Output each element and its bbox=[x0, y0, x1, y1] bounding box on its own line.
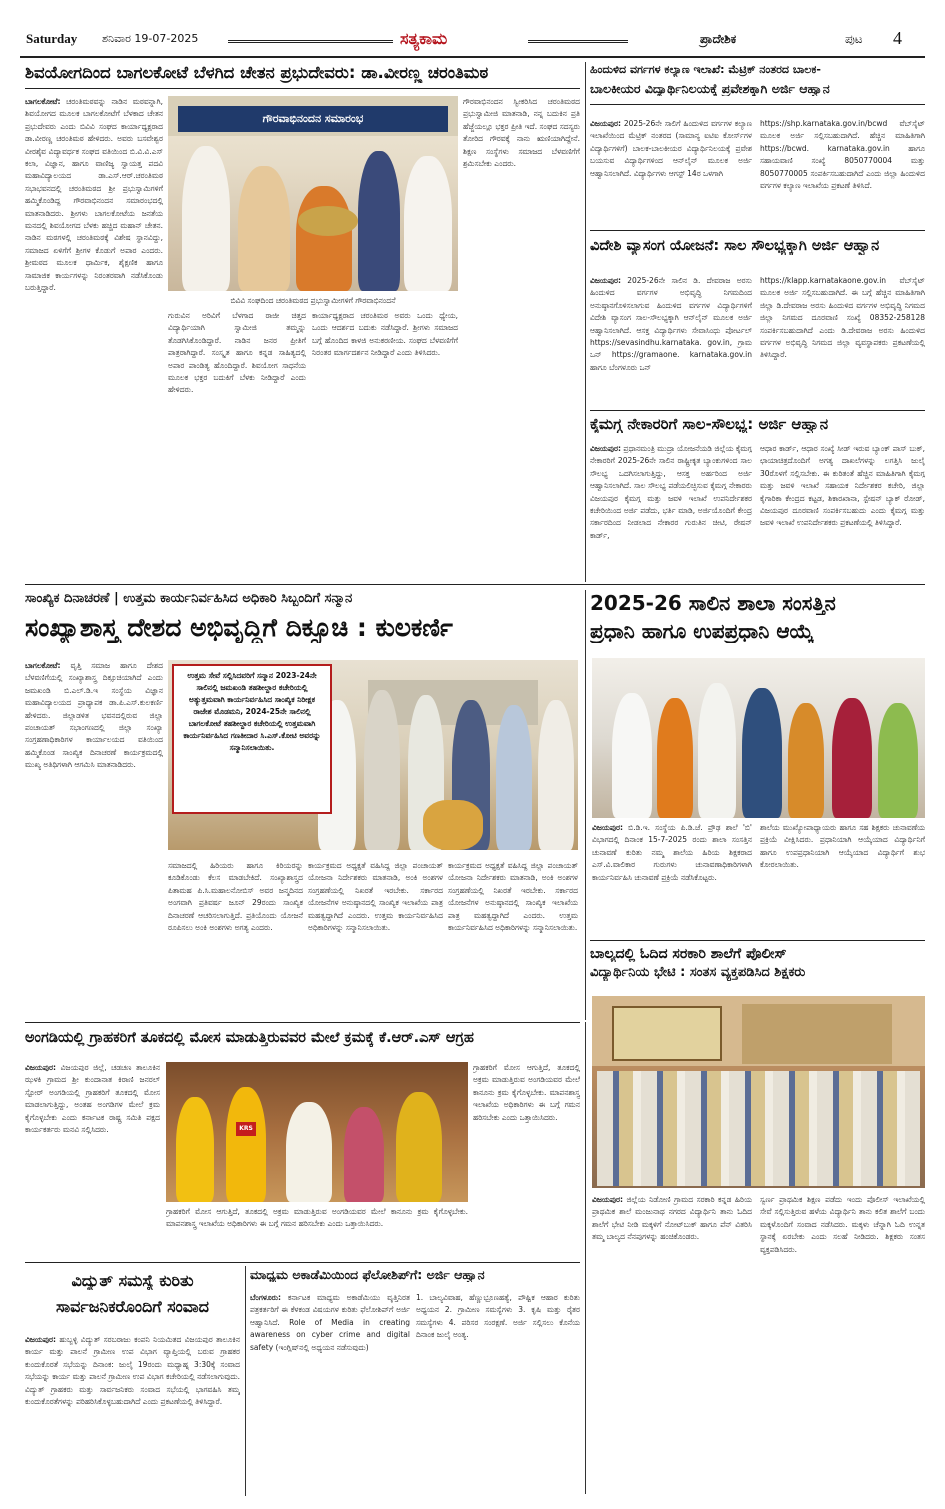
person-figure bbox=[404, 156, 452, 291]
story8-col1 bbox=[25, 1062, 160, 1252]
masthead-rule-right bbox=[528, 40, 628, 43]
story6-dateline: ವಿಜಯಪುರ: bbox=[592, 823, 623, 832]
person-figure bbox=[396, 1092, 442, 1202]
story8-photo bbox=[166, 1062, 468, 1202]
story5-col1 bbox=[25, 660, 163, 1015]
story8-dateline: ವಿಜಯಪುರ: bbox=[25, 1063, 56, 1072]
story6-headline-line2: ಪ್ರಧಾನಿ ಹಾಗೂ ಉಪಪ್ರಧಾನಿ ಆಯ್ಕೆ bbox=[590, 620, 814, 643]
person-figure bbox=[364, 690, 400, 850]
story1-col1-text: ಚರಂತಿಮಠವನ್ನು ನಾಡಿನ ಮಠವನ್ನಾಗಿ, ಶಿವಯೋಗದ ಮೂಲಕ ಬಾಗಲಕೋಟೆಗೆ ಬೆಳಕಾದ ಚೇತನ ಪ್ರಭುದೇವರು ಎಂದು ಬಿವಿವಿ ಸಂಘದ ಕಾರ್ಯಾಧ್ಯಕ್ಷರಾದ ಡಾ.ವೀರಣ್ಣ ಚರಂತಿಮಠ ಹೇಳಿದರು. ಅವರು ಬಸವೇಶ್ವರ ವೀರಶೈವ ವಿದ್ಯಾವರ್ಧಕ ಸಂಘದ ವತಿಯಿಂದ ಬಿ.ವಿ.ವಿ.ಎಸ್ ಕಲಾ, ವಿಜ್ಞಾನ, ಹಾಗೂ ವಾಣಿಜ್ಯ ಸ್ವಾಯತ್ತ ಪದವಿ ಮಹಾವಿದ್ಯಾಲಯದ ಡಾ.ಎಸ್.ಆರ್.ಚರಂತಿಮಠ ಸಭಾಭವನದಲ್ಲಿ ಚರಂತಿಮಠದ ಶ್ರೀ ಪ್ರಭುಸ್ವಾಮಿಗಳಿಗೆ ಹಮ್ಮಿಕೊಂಡಿದ್ದ ಗೌರವಾಭಿನಂದನ ಸಮಾರಂಭದಲ್ಲಿ ಮಾತನಾಡಿದರು. ಶ್ರೀಗಳು ಬಾಗಲಕೋಟೆಯ ಜನತೆಯ ಮನದಲ್ಲಿ ಶಿವಯೋಗದ ಬೆಳಕು ಹಚ್ಚಿದ ಮಹಾನ್ ಚೇತನ. ನಾಡಿನ ಮಠಗಳಲ್ಲಿ ಚರಂತಿಮಠಕ್ಕೆ ವಿಶೇಷ ಸ್ಥಾನವಿದ್ದು, ಸಮಾಜದ ಏಳಿಗೆಗೆ ಶ್ರೀಗಳ ಕೊಡುಗೆ ಅಪಾರ ಎಂದರು. ಶ್ರೀಮಠದ ಮೂಲಕ ಧಾರ್ಮಿಕ, ಶೈಕ್ಷಣಿಕ ಹಾಗೂ ಸಾಮಾಜಿಕ ಕಾರ್ಯಗಳನ್ನು ನಿರಂತರವಾಗಿ ನಡೆಸಿಕೊಂಡು ಬರುತ್ತಿದ್ದಾರೆ. bbox=[25, 97, 163, 293]
story1-col2: ಗುರುವಿನ ಅರಿವಿಗೆ ಬೆಳಗಾದ ರಾಜೀ ಚಿತ್ತದ ವಿದ್ಯಾರ್ಥಿಯಾಗಿ ಸ್ವಾಮೀಜಿ ತಮ್ಮನ್ನು ತೊಡಗಿಸಿಕೊಂಡಿದ್ದಾರೆ. ನಾಡಿನ ಜನರ ಪ್ರೀತಿಗೆ ಪಾತ್ರರಾಗಿದ್ದಾರೆ. ಸಂಸ್ಕೃತ ಹಾಗೂ ಕನ್ನಡ ಸಾಹಿತ್ಯದಲ್ಲಿ ಅಪಾರ ಪಾಂಡಿತ್ಯ ಹೊಂದಿದ್ದಾರೆ. ಶಿವಯೋಗ ಸಾಧನೆಯ ಮೂಲಕ ಭಕ್ತರ ಬದುಕಿಗೆ ಬೆಳಕು ನೀಡಿದ್ದಾರೆ ಎಂದು ಹೇಳಿದರು. bbox=[168, 311, 306, 395]
story10-col2: 1. ಬಾಲ್ಯವಿವಾಹ, ಹೆಣ್ಣುಭ್ರೂಣಹತ್ಯೆ, ಪೌಷ್ಟಿಕ ಆಹಾರ ಕುರಿತು ಅಧ್ಯಯನ 2. ಗ್ರಾಮೀಣ ಸಮಸ್ಯೆಗಳು 3. ಕೃಷಿ ಮತ್ತು ರೈತರ ಸಮಸ್ಯೆಗಳು 4. ಪರಿಸರ ಸಂರಕ್ಷಣೆ. ಅರ್ಜಿ ಸಲ್ಲಿಸಲು ಕೊನೆಯ ದಿನಾಂಕ ಜುಲೈ ಅಂತ್ಯ. bbox=[416, 1293, 580, 1340]
story4-text: ಪ್ರಧಾನಮಂತ್ರಿ ಮುದ್ರಾ ಯೋಜನೆಯಡಿ ಜಿಲ್ಲೆಯ ಕೈಮಗ್ಗ ನೇಕಾರರಿಗೆ 2025-26ನೇ ಸಾಲಿನ ರಾಷ್ಟ್ರೀಕೃತ ಬ್ಯಾಂಕುಗಳಿಂದ ಸಾಲ ಸೌಲಭ್ಯ ಒದಗಿಸಲಾಗುತ್ತಿದ್ದು, ಆಸಕ್ತ ಅರ್ಹರಿಂದ ಅರ್ಜಿ ಆಹ್ವಾನಿಸಲಾಗಿದೆ. ಸಾಲ ಸೌಲಭ್ಯ ಪಡೆಯಲಿಚ್ಛಿಸುವ ಕೈಮಗ್ಗ ನೇಕಾರರು ವಿಜಯಪುರ ಕೈಮಗ್ಗ ಮತ್ತು ಜವಳಿ ಇಲಾಖೆ ಉಪನಿರ್ದೇಶಕರ ಕಚೇರಿಯಿಂದ ಅರ್ಜಿ ಪಡೆದು, ಭರ್ತಿ ಮಾಡಿ, ಅರ್ಜಿಯೊಂದಿಗೆ ಕೇಂದ್ರ ಸರ್ಕಾರದಿಂದ ನೀಡಲಾದ ನೇಕಾರರ ಗುರುತಿನ ಚೀಟಿ, ರೇಷನ್ ಕಾರ್ಡ್, bbox=[590, 444, 752, 540]
story2-headline-line1: ಹಿಂದುಳಿದ ವರ್ಗಗಳ ಕಲ್ಯಾಣ ಇಲಾಖೆ: ಮೆಟ್ರಿಕ್ ನಂತರದ ಬಾಲಕ- bbox=[590, 64, 821, 76]
person-figure bbox=[657, 698, 693, 818]
story9-dateline: ವಿಜಯಪುರ: bbox=[25, 1335, 56, 1344]
masthead bbox=[20, 26, 925, 56]
krs-badge: KRS bbox=[236, 1122, 256, 1136]
wall-chart bbox=[612, 1006, 722, 1061]
story4-dateline: ವಿಜಯಪುರ: bbox=[590, 444, 621, 453]
story8-headline: ಅಂಗಡಿಯಲ್ಲಿ ಗ್ರಾಹಕರಿಗೆ ತೂಕದಲ್ಲಿ ಮೋಸ ಮಾಡುತ್ತಿರುವವರ ಮೇಲೆ ಕ್ರಮಕ್ಕೆ ಕೆ.ಆರ್.ಎಸ್ ಆಗ್ರಹ bbox=[25, 1030, 474, 1046]
story7-text: ಜಿಲ್ಲೆಯ ನಿಡೋಣಿ ಗ್ರಾಮದ ಸರಕಾರಿ ಕನ್ನಡ ಹಿರಿಯ ಪ್ರಾಥಮಿಕ ಶಾಲೆ ಮಂಜುನಾಥ ನಗರದ ವಿದ್ಯಾರ್ಥಿನಿ ತಾನು ಓದಿದ ಶಾಲೆಗೆ ಭೇಟಿ ನೀಡಿ ಮಕ್ಕಳಿಗೆ ನೋಟ್‌ಬುಕ್ ಹಾಗೂ ಪೆನ್ ವಿತರಿಸಿ ತಮ್ಮ ಬಾಲ್ಯದ ನೆನಪುಗಳನ್ನು ಹಂಚಿಕೊಂಡರು. bbox=[592, 1195, 752, 1242]
person-figure bbox=[182, 146, 230, 291]
story7-headline-line2: ವಿದ್ಯಾರ್ಥಿನಿಯ ಭೇಟಿ : ಸಂತಸ ವ್ಯಕ್ತಪಡಿಸಿದ ಶಿಕ್ಷಕರು bbox=[590, 966, 806, 980]
story1-col4: ಗೌರವಾಭಿನಂದನ ಸ್ವೀಕರಿಸಿದ ಚರಂತಿಮಠದ ಪ್ರಭುಸ್ವಾಮೀಜಿ ಮಾತನಾಡಿ, ನನ್ನ ಬದುಕಿನ ಪ್ರತಿ ಹೆಜ್ಜೆಯಲ್ಲೂ ಭಕ್ತರ ಪ್ರೀತಿ ಇದೆ. ಸಂಘದ ಸದಸ್ಯರು ತೋರಿದ ಗೌರವಕ್ಕೆ ನಾನು ಋಣಿಯಾಗಿದ್ದೇನೆ. ಶಿಕ್ಷಣ ಸಂಸ್ಥೆಗಳು ಸಮಾಜದ ಬೆಳವಣಿಗೆಗೆ ಶ್ರಮಿಸಬೇಕು ಎಂದರು. bbox=[463, 97, 580, 169]
story5-col2: ಸಮಾಜದಲ್ಲಿ ಹಿರಿಯರು ಹಾಗೂ ಕಿರಿಯರನ್ನು ಕೂಡಿಕೊಂಡು ಕೆಲಸ ಮಾಡಬೇಕಿದೆ. ಸಂಖ್ಯಾಶಾಸ್ತ್ರದ ಪಿತಾಮಹ ಪಿ.ಸಿ.ಮಹಾಲನೋಬಿಸ್ ಅವರ ಜನ್ಮದಿನದ ಅಂಗವಾಗಿ ಪ್ರತಿವರ್ಷ ಜೂನ್ 29ರಂದು ಸಾಂಖ್ಯಿಕ ದಿನಾಚರಣೆ ಆಚರಿಸಲಾಗುತ್ತಿದೆ. ಪ್ರತಿಯೊಂದು ಯೋಜನೆ ರೂಪಿಸಲು ಅಂಕಿ ಅಂಶಗಳು ಅಗತ್ಯ ಎಂದರು. bbox=[168, 861, 303, 933]
person-figure bbox=[742, 688, 782, 818]
masthead-bottom-rule bbox=[20, 56, 925, 58]
story1-rule bbox=[25, 88, 580, 89]
column-divider bbox=[585, 62, 586, 582]
story7-col1 bbox=[592, 1194, 752, 1494]
person-figure bbox=[878, 703, 918, 818]
story3-col2: https://klapp.karnatakaone.gov.in ವೆಬ್‌ಸೈಟ್ ಮೂಲಕ ಅರ್ಜಿ ಸಲ್ಲಿಸಬಹುದಾಗಿದೆ. ಈ ಬಗ್ಗೆ ಹೆಚ್ಚಿನ ಮಾಹಿತಿಗಾಗಿ ಜಿಲ್ಲಾ ಡಿ.ದೇವರಾಜ ಅರಸು ಹಿಂದುಳಿದ ವರ್ಗಗಳ ಅಭಿವೃದ್ಧಿ ನಿಗಮದ ಜಿಲ್ಲಾ ನಿಗಮದ ದೂರವಾಣಿ ಸಂಖ್ಯೆ 08352-258128 ಸಂಪರ್ಕಿಸಬಹುದಾಗಿದೆ ಎಂದು ಡಿ.ದೇವರಾಜ ಅರಸು ಹಿಂದುಳಿದ ವರ್ಗಗಳ ಅಭಿವೃದ್ಧಿ ನಿಗಮದ ಜಿಲ್ಲಾ ವ್ಯವಸ್ಥಾಪಕರು ಪ್ರಕಟಣೆಯಲ್ಲಿ ತಿಳಿಸಿದ್ದಾರೆ. bbox=[760, 276, 925, 360]
masthead-page-number: 4 bbox=[893, 28, 902, 48]
story5-col1-text: ವೃತ್ತಿ ಸಮಾಜ ಹಾಗೂ ದೇಶದ ಬೆಳವಣಿಗೆಯಲ್ಲಿ ಸಂಖ್ಯಾಶಾಸ್ತ್ರ ದಿಕ್ಸೂಚಿಯಾಗಿದೆ ಎಂದು ಜಮಖಂಡಿ ಬಿ.ಎಲ್.ಡಿ.ಇ ಸಂಸ್ಥೆಯ ವಿಜ್ಞಾನ ಮಹಾವಿದ್ಯಾಲಯದ ಪ್ರಾಧ್ಯಾಪಕ ಡಾ.ಪಿ.ಎಸ್.ಕುಲಕರ್ಣಿ ಹೇಳಿದರು. ಜಿಲ್ಲಾಡಳಿತ ಭವನದಲ್ಲಿರುವ ಜಿಲ್ಲಾ ಪಂಚಾಯತ್ ಸಭಾಂಗಣದಲ್ಲಿ ಜಿಲ್ಲಾ ಸಂಖ್ಯಾ ಸಂಗ್ರಹಣಾಧಿಕಾರಿಗಳ ಕಾರ್ಯಾಲಯದ ವತಿಯಿಂದ ಹಮ್ಮಿಕೊಂಡ ಸಾಂಖ್ಯಿಕ ದಿನಾಚರಣೆ ಕಾರ್ಯಕ್ರಮದಲ್ಲಿ ಮುಖ್ಯ ಅತಿಥಿಗಳಾಗಿ ಆಗಮಿಸಿ ಮಾತನಾಡಿದರು. bbox=[25, 661, 163, 770]
masthead-brand: ಸತ್ಯಕಾಮ bbox=[400, 29, 448, 48]
section-rule bbox=[590, 230, 925, 231]
person-figure bbox=[238, 166, 290, 291]
section-rule bbox=[590, 410, 925, 411]
garland-shape bbox=[423, 800, 483, 850]
story2-rule bbox=[590, 104, 925, 105]
section-rule bbox=[25, 1262, 580, 1263]
story9-headline-line2: ಸಾರ್ವಜನಿಕರೊಂದಿಗೆ ಸಂವಾದ bbox=[56, 1298, 209, 1316]
story1-photo bbox=[168, 96, 458, 291]
story7-headline-line1: ಬಾಲ್ಯದಲ್ಲಿ ಓದಿದ ಸರಕಾರಿ ಶಾಲೆಗೆ ಪೊಲೀಸ್ bbox=[590, 946, 787, 962]
story5-dateline: ಬಾಗಲಕೋಟೆ: bbox=[25, 661, 61, 670]
story10-headline: ಮಾಧ್ಯಮ ಅಕಾಡೆಮಿಯಿಂದ ಫೆಲೋಶಿಪ್‌ಗೆ: ಅರ್ಜಿ ಆಹ್ವಾನ bbox=[250, 1268, 485, 1282]
story5-callout: ಉತ್ತಮ ಸೇವೆ ಸಲ್ಲಿಸಿದವರಿಗೆ ಸನ್ಮಾನ 2023-24ನೇ ಸಾಲಿನಲ್ಲಿ ಜಮಖಂಡಿ ತಹಶೀಲ್ದಾರ ಕಚೇರಿಯಲ್ಲಿ ಅತ್ಯುತ್ತಮವಾಗಿ ಕಾರ್ಯನಿರ್ವಹಿಸಿದ ಸಾಂಖ್ಯಿಕ ನಿರೀಕ್ಷಕ ರಾಜೇಶ ಮೊಡಮನಿ, 2024-25ನೇ ಸಾಲಿನಲ್ಲಿ ಬಾಗಲಕೋಟೆ ತಹಶೀಲ್ದಾರ ಕಚೇರಿಯಲ್ಲಿ ಉತ್ತಮವಾಗಿ ಕಾರ್ಯನಿರ್ವಹಿಸಿದ ಗಣತೀದಾರ ಸಿ.ಎಸ್.ಕೋಟಿ ಅವರನ್ನು ಸನ್ಮಾನಿಸಲಾಯಿತು. bbox=[172, 664, 332, 814]
masthead-rule-left bbox=[228, 40, 393, 43]
story7-dateline: ವಿಜಯಪುರ: bbox=[592, 1195, 623, 1204]
person-figure bbox=[358, 151, 400, 291]
story2-col1 bbox=[590, 118, 752, 218]
column-divider bbox=[245, 1266, 246, 1496]
story10-text: ಕರ್ನಾಟಕ ಮಾಧ್ಯಮ ಅಕಾಡೆಮಿಯು ವೃತ್ತಿನಿರತ ಪತ್ರಕರ್ತರಿಗೆ ಈ ಕೆಳಕಂಡ ವಿಷಯಗಳ ಕುರಿತು ಫೆಲೋಶಿಪ್‌ಗೆ ಅರ್ಜಿ ಆಹ್ವಾನಿಸಿದೆ. Role of Media in creating awareness on cyber crime and digital safety (ಇಂಗ್ಲಿಷ್‌ನಲ್ಲಿ ಅಧ್ಯಯನ ನಡೆಸುವುದು) bbox=[250, 1293, 410, 1352]
person-figure bbox=[286, 1102, 332, 1202]
person-figure bbox=[788, 703, 824, 818]
story6-headline-line1: 2025-26 ಸಾಲಿನ ಶಾಲಾ ಸಂಸತ್ತಿನ bbox=[590, 592, 836, 615]
story4-col1 bbox=[590, 443, 752, 579]
page-rule bbox=[25, 584, 925, 585]
story9-col1 bbox=[25, 1334, 240, 1494]
story1-photo-caption: ಬಿವಿವಿ ಸಂಘದಿಂದ ಚರಂತಿಮಠದ ಪ್ರಭುಸ್ವಾಮೀಗಳಿಗೆ ಗೌರವಾಭಿನಂದನೆ bbox=[230, 296, 396, 305]
garland-shape bbox=[298, 206, 358, 236]
person-figure bbox=[612, 693, 652, 818]
story1-col3: ಕಾರ್ಯಾಧ್ಯಕ್ಷರಾದ ಚರಂತಿಮಠ ಅವರು ಒಂದು ಧ್ಯೇಯ, ಒಂದು ಆದರ್ಶದ ಬದುಕು ನಡೆಸಿದ್ದಾರೆ. ಶ್ರೀಗಳು ಸಮಾಜದ ಬಗ್ಗೆ ಹೊಂದಿದ ಕಾಳಜಿ ಅನುಕರಣೀಯ. ಸಂಘದ ಬೆಳವಣಿಗೆಗೆ ನಿರಂತರ ಮಾರ್ಗದರ್ಶನ ನೀಡಿದ್ದಾರೆ ಎಂದು ತಿಳಿಸಿದರು. bbox=[312, 311, 458, 358]
story2-col2: https://shp.karnataka.gov.in/bcwd ವೆಬ್‌ಸೈಟ್ ಮೂಲಕ ಅರ್ಜಿ ಸಲ್ಲಿಸಬಹುದಾಗಿದೆ. ಹೆಚ್ಚಿನ ಮಾಹಿತಿಗಾಗಿ https://bcwd. karnataka.gov.in ಹಾಗೂ ಸಹಾಯವಾಣಿ ಸಂಖ್ಯೆ 8050770004 ಮತ್ತು 8050770005 ಸಂಪರ್ಕಿಸಬಹುದಾಗಿದೆ ಎಂದು ಜಿಲ್ಲಾ ಹಿಂದುಳಿದ ವರ್ಗಗಳ ಕಲ್ಯಾಣ ಇಲಾಖೆಯ ಪ್ರಕಟಣೆ ತಿಳಿಸಿದೆ. bbox=[760, 119, 925, 191]
story5-kicker: ಸಾಂಖ್ಯಿಕ ದಿನಾಚರಣೆ | ಉತ್ತಮ ಕಾರ್ಯನಿರ್ವಹಿಸಿದ ಅಧಿಕಾರಿ ಸಿಬ್ಬಂದಿಗೆ ಸನ್ಮಾನ bbox=[25, 592, 353, 606]
story10-col1 bbox=[250, 1292, 410, 1494]
story3-col1 bbox=[590, 275, 752, 405]
story2-headline-line2: ಬಾಲಕೀಯರ ವಿದ್ಯಾರ್ಥಿನಿಲಯಕ್ಕೆ ಪ್ರವೇಶಕ್ಕಾಗಿ ಅರ್ಜಿ ಆಹ್ವಾನ bbox=[590, 82, 830, 96]
story2-dateline: ವಿಜಯಪುರ: bbox=[590, 119, 621, 128]
story8-col3: ಗ್ರಾಹಕರಿಗೆ ಮೋಸ ಆಗುತ್ತಿದೆ, ತೂಕದಲ್ಲಿ ಅಕ್ರಮ ಮಾಡುತ್ತಿರುವ ಅಂಗಡಿಯವರ ಮೇಲೆ ಕಾನೂನು ಕ್ರಮ ಕೈಗೊಳ್ಳಬೇಕು. ಮಾಪನಶಾಸ್ತ್ರ ಇಲಾಖೆಯ ಅಧಿಕಾರಿಗಳು ಈ ಬಗ್ಗೆ ಗಮನ ಹರಿಸಬೇಕು ಎಂದು ಒತ್ತಾಯಿಸಿದರು. bbox=[473, 1063, 580, 1122]
story8-col2: ಗ್ರಾಹಕರಿಗೆ ಮೋಸ ಆಗುತ್ತಿದೆ, ತೂಕದಲ್ಲಿ ಅಕ್ರಮ ಮಾಡುತ್ತಿರುವ ಅಂಗಡಿಯವರ ಮೇಲೆ ಕಾನೂನು ಕ್ರಮ ಕೈಗೊಳ್ಳಬೇಕು. ಮಾಪನಶಾಸ್ತ್ರ ಇಲಾಖೆಯ ಅಧಿಕಾರಿಗಳು ಈ ಬಗ್ಗೆ ಗಮನ ಹರಿಸಬೇಕು ಎಂದು ಒತ್ತಾಯಿಸಿದರು. bbox=[166, 1207, 468, 1229]
story2-text: 2025-26ನೇ ಸಾಲಿಗೆ ಹಿಂದುಳಿದ ವರ್ಗಗಳ ಕಲ್ಯಾಣ ಇಲಾಖೆಯಿಂದ ಮೆಟ್ರಿಕ್ ನಂತರದ (ಸಾಮಾನ್ಯ ಐಟಿಐ ಕೋರ್ಸ್‌ಗಳ ವಿದ್ಯಾರ್ಥಿಗಳಿಗೆ) ಬಾಲಕ-ಬಾಲಕೀಯರ ವಿದ್ಯಾರ್ಥಿನಿಲಯಕ್ಕೆ ಪ್ರವೇಶ ಬಯಸುವ ವಿದ್ಯಾರ್ಥಿಗಳಿಂದ ಆನ್‌ಲೈನ್ ಮೂಲಕ ಅರ್ಜಿ ಆಹ್ವಾನಿಸಲಾಗಿದೆ. ವಿದ್ಯಾರ್ಥಿಗಳು ಆಗಸ್ಟ್ 14ರ ಒಳಗಾಗಿ bbox=[590, 119, 752, 178]
person-figure bbox=[538, 700, 574, 850]
story8-text: ವಿಜಯಪುರ ಜಿಲ್ಲೆ, ಚಡಚಣ ತಾಲೂಕಿನ ಝಳಕಿ ಗ್ರಾಮದ ಶ್ರೀ ಕುಂದಾನಾತ ಕಿರಾಣಿ ಜನರಲ್ ಸ್ಟೋರ್ ಅಂಗಡಿಯಲ್ಲಿ ಗ್ರಾಹಕರಿಗೆ ತೂಕದಲ್ಲಿ ಮೋಸ ಮಾಡಲಾಗುತ್ತಿದ್ದು, ಅಂತಹ ಅಂಗಡಿಗಳ ಮೇಲೆ ಕ್ರಮ ಕೈಗೊಳ್ಳಬೇಕು ಎಂದು ಕರ್ನಾಟಕ ರಾಷ್ಟ್ರ ಸಮಿತಿ ಪಕ್ಷದ ಕಾರ್ಯಕರ್ತರು ಮನವಿ ಸಲ್ಲಿಸಿದರು. bbox=[25, 1063, 160, 1135]
story6-col1 bbox=[592, 822, 752, 937]
person-figure bbox=[344, 1107, 384, 1202]
story1-headline: ಶಿವಯೋಗದಿಂದ ಬಾಗಲಕೋಟೆ ಬೆಳಗಿದ ಚೇತನ ಪ್ರಭುದೇವರು: ಡಾ.ವೀರಣ್ಣ ಚರಂತಿಮಠ bbox=[25, 64, 489, 82]
person-figure bbox=[176, 1097, 214, 1202]
story7-photo bbox=[592, 996, 925, 1188]
story9-headline-line1: ವಿದ್ಯುತ್ ಸಮಸ್ಯೆ ಕುರಿತು bbox=[71, 1272, 194, 1290]
story5-col3: ಕಾರ್ಯಕ್ರಮದ ಅಧ್ಯಕ್ಷತೆ ವಹಿಸಿದ್ದ ಜಿಲ್ಲಾ ಪಂಚಾಯತ್ ಯೋಜನಾ ನಿರ್ದೇಶಕರು ಮಾತನಾಡಿ, ಅಂಕಿ ಅಂಶಗಳ ಸಂಗ್ರಹಣೆಯಲ್ಲಿ ನಿಖರತೆ ಇರಬೇಕು. ಸರ್ಕಾರದ ಯೋಜನೆಗಳ ಅನುಷ್ಠಾನದಲ್ಲಿ ಸಾಂಖ್ಯಿಕ ಇಲಾಖೆಯ ಪಾತ್ರ ಮಹತ್ವದ್ದಾಗಿದೆ ಎಂದರು. ಉತ್ತಮ ಕಾರ್ಯನಿರ್ವಹಿಸಿದ ಅಧಿಕಾರಿಗಳನ್ನು ಸನ್ಮಾನಿಸಲಾಯಿತು. bbox=[308, 861, 443, 933]
person-figure bbox=[226, 1087, 266, 1202]
masthead-section: ಪ್ರಾದೇಶಿಕ bbox=[700, 32, 737, 46]
story6-col2: ಶಾಲೆಯ ಮುಖ್ಯೋಪಾಧ್ಯಾಯರು ಹಾಗೂ ಸಹ ಶಿಕ್ಷಕರು ಚುನಾವಣೆಯ ಪ್ರಕ್ರಿಯೆ ವೀಕ್ಷಿಸಿದರು. ಪ್ರಧಾನಿಯಾಗಿ ಆಯ್ಕೆಯಾದ ವಿದ್ಯಾರ್ಥಿನಿಗೆ ಹಾಗೂ ಉಪಪ್ರಧಾನಿಯಾಗಿ ಆಯ್ಕೆಯಾದ ವಿದ್ಯಾರ್ಥಿಗೆ ಶುಭ ಕೋರಲಾಯಿತು. bbox=[760, 823, 925, 870]
person-figure bbox=[496, 705, 532, 850]
story1-dateline: ಬಾಗಲಕೋಟೆ: bbox=[25, 97, 61, 106]
story1-col1 bbox=[25, 96, 163, 576]
story10-dateline: ಬೆಂಗಳೂರು: bbox=[250, 1293, 282, 1302]
person-figure bbox=[296, 186, 352, 291]
person-figure bbox=[832, 698, 872, 818]
story6-text: ಬಿ.ಡಿ.ಇ. ಸಂಸ್ಥೆಯ ಪಿ.ಡಿ.ಜೆ. ಪ್ರೌಢ ಶಾಲೆ 'ಬಿ' ವಿಭಾಗದಲ್ಲಿ ದಿನಾಂಕ 15-7-2025 ರಂದು ಶಾಲಾ ಸಂಸತ್ತಿನ ಚುನಾವಣೆ ಕುರಿತು ನಮ್ಮ ಶಾಲೆಯ ಹಿರಿಯ ಶಿಕ್ಷಕರಾದ ಎಸ್.ವಿ.ವಾಲಿಕಾರ ಗುರುಗಳು ಚುನಾವಣಾಧಿಕಾರಿಗಳಾಗಿ ಕಾರ್ಯನಿರ್ವಹಿಸಿ ಚುನಾವಣೆ ಪ್ರಕ್ರಿಯೆ ನಡೆಸಿಕೊಟ್ಟರು. bbox=[592, 823, 752, 882]
students-group bbox=[597, 1071, 920, 1186]
story3-headline: ವಿದೇಶಿ ವ್ಯಾಸಂಗ ಯೋಜನೆ: ಸಾಲ ಸೌಲಭ್ಯಕ್ಕಾಗಿ ಅರ್ಜಿ ಆಹ್ವಾನ bbox=[590, 238, 880, 254]
masthead-day: Saturday bbox=[26, 31, 78, 46]
story7-col2: ಸ್ವರ್ಣ ಪ್ರಾಥಮಿಕ ಶಿಕ್ಷಣ ಪಡೆದು ಇಂದು ಪೊಲೀಸ್ ಇಲಾಖೆಯಲ್ಲಿ ಸೇವೆ ಸಲ್ಲಿಸುತ್ತಿರುವ ಹಳೆಯ ವಿದ್ಯಾರ್ಥಿನಿ ತಾನು ಕಲಿತ ಶಾಲೆಗೆ ಬಂದು ಮಕ್ಕಳೊಂದಿಗೆ ಸಂವಾದ ನಡೆಸಿದರು. ಮಕ್ಕಳು ಚೆನ್ನಾಗಿ ಓದಿ ಉನ್ನತ ಸ್ಥಾನಕ್ಕೆ ಏರಬೇಕು ಎಂದು ಸಲಹೆ ನೀಡಿದರು. ಶಿಕ್ಷಕರು ಸಂತಸ ವ್ಯಕ್ತಪಡಿಸಿದರು. bbox=[760, 1195, 925, 1254]
story3-text: 2025-26ನೇ ಸಾಲಿನ ಡಿ. ದೇವರಾಜ ಅರಸು ಹಿಂದುಳಿದ ವರ್ಗಗಳ ಅಭಿವೃದ್ಧಿ ನಿಗಮದಿಂದ ಅನುಷ್ಠಾನಗೊಳಿಸಲಾಗುವ ಹಿಂದುಳಿದ ವರ್ಗಗಳ ವಿದ್ಯಾರ್ಥಿಗಳಿಗೆ ವಿದೇಶಿ ವ್ಯಾಸಂಗ ಸಾಲ-ಸೌಲಭ್ಯಕ್ಕಾಗಿ ಆನ್‌ಲೈನ್ ಮೂಲಕ ಅರ್ಜಿ ಆಹ್ವಾನಿಸಲಾಗಿದೆ. ಆಸಕ್ತ ವಿದ್ಯಾರ್ಥಿಗಳು ಸೇವಾಸಿಂಧು ಪೋರ್ಟಲ್ https://sevasindhu.karnataka. gov.in, ಗ್ರಾಮ ಒನ್ https://gramaone. karnataka.gov.in ಹಾಗೂ ಬೆಂಗಳೂರು ಒನ್ bbox=[590, 276, 752, 372]
story3-dateline: ವಿಜಯಪುರ: bbox=[590, 276, 621, 285]
column-divider bbox=[585, 590, 586, 1020]
masthead-date: ಶನಿವಾರ 19-07-2025 bbox=[102, 32, 199, 45]
story9-text: ಹುಬ್ಬಳ್ಳಿ ವಿದ್ಯುತ್ ಸರಬರಾಜು ಕಂಪನಿ ನಿಯಮಿತದ ವಿಜಯಪುರ ತಾಲೂಕಿನ ಕಾರ್ಯ ಮತ್ತು ಪಾಲನೆ ಗ್ರಾಮೀಣ ಉಪ ವಿಭಾಗ ವ್ಯಾಪ್ತಿಯಲ್ಲಿ ಬರುವ ಗ್ರಾಹಕರ ಕುಂದುಕೊರತೆ ಸಭೆಯನ್ನು ದಿನಾಂಕ: ಜುಲೈ 19ರಂದು ಮಧ್ಯಾಹ್ನ 3:30ಕ್ಕೆ ಸಂವಾದ ಸಭೆಯನ್ನು ಕಾರ್ಯ ಮತ್ತು ಪಾಲನೆ ಗ್ರಾಮೀಣ ಉಪ ವಿಭಾಗ ಕಚೇರಿಯಲ್ಲಿ ನಡೆಸಲಾಗುವುದು. ವಿದ್ಯುತ್ ಗ್ರಾಹಕರು ಮತ್ತು ಸಾರ್ವಜನಿಕರು ಸಂವಾದ ಸಭೆಯಲ್ಲಿ ಭಾಗವಹಿಸಿ ತಮ್ಮ ಕುಂದುಕೊರತೆಗಳನ್ನು ಪರಿಹರಿಸಿಕೊಳ್ಳಬಹುದಾಗಿದೆ ಎಂದು ಪ್ರಕಟಣೆಯಲ್ಲಿ ತಿಳಿಸಿದ್ದಾರೆ. bbox=[25, 1335, 240, 1407]
masthead-page-label: ಪುಟ bbox=[845, 32, 863, 46]
story5-col4: ಕಾರ್ಯಕ್ರಮದ ಅಧ್ಯಕ್ಷತೆ ವಹಿಸಿದ್ದ ಜಿಲ್ಲಾ ಪಂಚಾಯತ್ ಯೋಜನಾ ನಿರ್ದೇಶಕರು ಮಾತನಾಡಿ, ಅಂಕಿ ಅಂಶಗಳ ಸಂಗ್ರಹಣೆಯಲ್ಲಿ ನಿಖರತೆ ಇರಬೇಕು. ಸರ್ಕಾರದ ಯೋಜನೆಗಳ ಅನುಷ್ಠಾನದಲ್ಲಿ ಸಾಂಖ್ಯಿಕ ಇಲಾಖೆಯ ಪಾತ್ರ ಮಹತ್ವದ್ದಾಗಿದೆ ಎಂದರು. ಉತ್ತಮ ಕಾರ್ಯನಿರ್ವಹಿಸಿದ ಅಧಿಕಾರಿಗಳನ್ನು ಸನ್ಮಾನಿಸಲಾಯಿತು. bbox=[448, 861, 578, 933]
story6-photo bbox=[592, 658, 925, 818]
story4-col2: ಆಧಾರ ಕಾರ್ಡ್, ಆಧಾರ ಸಂಖ್ಯೆ ಸೀಡ್ ಇರುವ ಬ್ಯಾಂಕ್ ಪಾಸ್ ಬುಕ್, ಛಾಯಾಚಿತ್ರದೊಂದಿಗೆ ಅಗತ್ಯ ದಾಖಲೆಗಳನ್ನು ಲಗತ್ತಿಸಿ ಜುಲೈ 30ರೊಳಗೆ ಸಲ್ಲಿಸಬೇಕು. ಈ ಕುರಿತಂತೆ ಹೆಚ್ಚಿನ ಮಾಹಿತಿಗಾಗಿ ಕೈಮಗ್ಗ ಮತ್ತು ಜವಳಿ ಇಲಾಖೆ ಸಹಾಯಕ ನಿರ್ದೇಶಕರ ಕಚೇರಿ, ಜಿಲ್ಲಾ ಕೈಗಾರಿಕಾ ಕೇಂದ್ರದ ಕಟ್ಟಡ, ಶಿಕಾರಖಾನಾ, ಸ್ಟೇಷನ್ ಬ್ಯಾಕ್ ರೋಡ್, ವಿಜಯಪುರ ದೂರವಾಣಿ ಸಂಪರ್ಕಿಸಬಹುದು ಎಂದು ಕೈಮಗ್ಗ ಮತ್ತು ಜವಳಿ ಇಲಾಖೆ ಉಪನಿರ್ದೇಶಕರು ಪ್ರಕಟಣೆಯಲ್ಲಿ ತಿಳಿಸಿದ್ದಾರೆ. bbox=[760, 444, 925, 528]
person-figure bbox=[698, 683, 736, 818]
story4-headline: ಕೈಮಗ್ಗ ನೇಕಾರರಿಗೆ ಸಾಲ-ಸೌಲಭ್ಯ: ಅರ್ಜಿ ಆಹ್ವಾನ bbox=[590, 416, 829, 433]
story1-banner: ಗೌರವಾಭಿನಂದನ ಸಮಾರಂಭ bbox=[178, 106, 448, 132]
column-divider bbox=[585, 1022, 586, 1494]
section-rule bbox=[590, 940, 925, 941]
section-rule bbox=[25, 1022, 580, 1023]
story5-headline: ಸಂಖ್ಯಾಶಾಸ್ತ್ರ ದೇಶದ ಅಭಿವೃದ್ದಿಗೆ ದಿಕ್ಸೂಚಿ : ಕುಲಕರ್ಣಿ bbox=[25, 614, 453, 642]
